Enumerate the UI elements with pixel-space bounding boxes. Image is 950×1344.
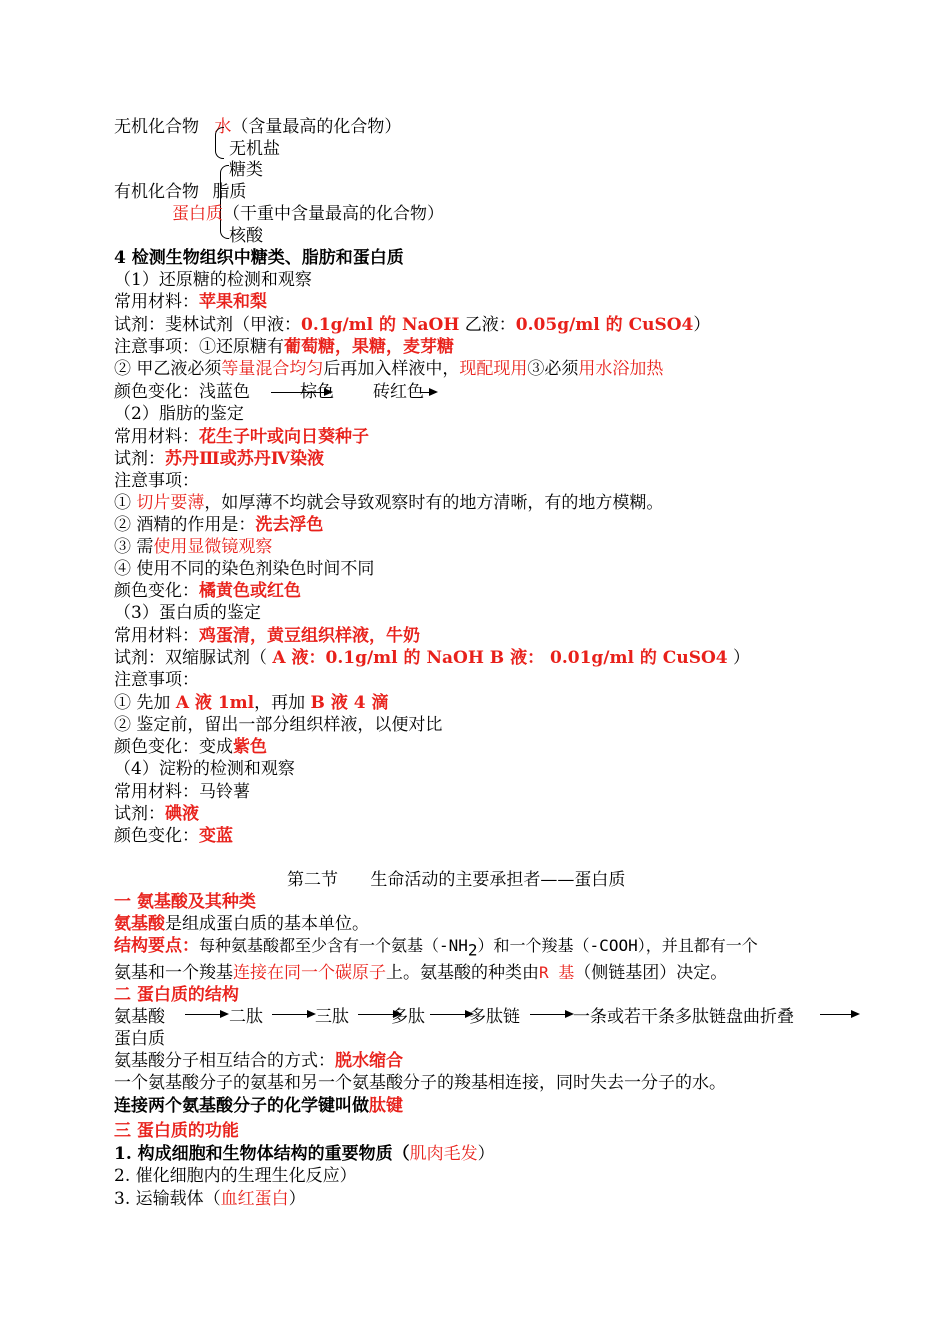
t: ② 酒精的作用是： [114,515,256,535]
chain-tripeptide: 三肽 [315,1007,349,1027]
structure-point-cont [114,962,727,984]
sugar-term: 糖类 [229,160,263,180]
t: 1. 构成细胞和生物体结构的重要物质（ [114,1144,410,1164]
protein-notes-label: 注意事项： [114,670,199,690]
value: A 液：0.1g/ml 的 NaOH B 液： 0.01g/ml 的 CuSO4 [272,648,728,668]
r2: R 基 [539,963,575,982]
fat-notes-label: 注意事项： [114,471,199,491]
value: 鸡蛋清，黄豆组织样液，牛奶 [199,626,420,646]
value: 紫色 [233,737,267,757]
arrow-icon [185,1014,227,1015]
arrow-icon [530,1014,572,1015]
fat-note2 [114,514,323,536]
label: 试剂：双缩脲试剂（ [114,648,273,668]
t1: ② 甲乙液必须 [114,359,222,379]
jia-value: 0.1g/ml 的 NaOH [301,315,460,335]
r: 结构要点： [114,936,199,956]
paren: ） [727,648,751,668]
fat-heading: （2）脂肪的鉴定 [114,404,244,424]
arrow-icon [430,1014,472,1015]
sugar-color [114,381,250,403]
binding-mode [114,1050,403,1072]
value: 苹果和梨 [199,292,267,312]
fat-material [114,426,369,448]
paren: ） [693,315,711,335]
starch-reagent [114,803,199,825]
value: 碘液 [165,804,199,824]
protein-reagent [114,647,750,669]
fat-reagent [114,448,324,470]
protein-note2: ② 鉴定前，留出一部分组织样液，以便对比 [114,715,443,735]
t: 氨基酸分子相互结合的方式： [114,1051,335,1071]
inorganic-label: 无机化合物 [114,117,199,137]
protein-note: （干重中含量最高的化合物） [223,204,444,224]
label: 常用材料： [114,427,199,447]
r: 洗去浮色 [255,515,324,535]
protein-row [172,203,444,225]
water-note: （含量最高的化合物） [231,117,402,137]
sugar-material [114,291,267,313]
label: 颜色变化：变成 [114,737,233,757]
r: 切片要薄 [136,493,205,513]
color-mid: 棕色 [300,382,334,402]
label: 颜色变化：浅蓝色 [114,382,250,402]
inorganic-row [114,116,401,138]
fat-note4: ④ 使用不同的染色剂染色时间不同 [114,559,375,579]
value: 变蓝 [199,826,233,846]
t2: 上。氨基酸的种类由 [386,963,539,983]
chain-polypeptide-chain: 多肽链 [469,1007,520,1027]
protein-heading: （3）蛋白质的鉴定 [114,603,261,623]
r: 连接在同一个碳原子 [233,963,386,983]
label: 试剂：斐林试剂（甲液： [114,315,301,335]
nucleic-term: 核酸 [229,226,263,246]
r2: B 液 4 滴 [310,693,389,713]
structure-point [114,935,758,961]
section4-title: 4 检测生物组织中糖类、脂肪和蛋白质 [114,248,404,268]
label: 试剂： [114,449,165,469]
inorganic-brace [215,127,224,159]
t: 连接两个氨基酸分子的化学键叫做 [114,1096,369,1116]
r: 氨基酸 [114,914,165,934]
chain-folding: 一条或若干条多肽链盘曲折叠 [573,1007,794,1027]
label: 颜色变化： [114,826,199,846]
salt-term: 无机盐 [229,139,280,159]
r: 肽键 [369,1096,403,1116]
t3: ③必须 [527,359,579,379]
starch-color [114,825,233,847]
heading-amino: 一 氨基酸及其种类 [114,892,256,912]
chain-dipeptide: 二肽 [229,1007,263,1027]
label: 常用材料： [114,292,199,312]
t: ① 先加 [114,693,176,713]
r2: 现配现用 [459,359,528,379]
t: ③ 需 [114,537,154,557]
yi-label: 乙液： [459,315,516,335]
t2: ）和一个羧基（-COOH），并且都有一个 [477,936,758,955]
fat-color [114,580,301,602]
peptide-bond [114,1095,403,1117]
function-2: 2. 催化细胞内的生理生化反应） [114,1166,357,1186]
sugar-heading: （1）还原糖的检测和观察 [114,270,312,290]
water-term: 水 [214,117,232,137]
t: 是组成蛋白质的基本单位。 [165,914,369,934]
chain-amino: 氨基酸 [114,1007,165,1027]
t: 每种氨基酸都至少含有一个氨基（-NH [199,936,468,955]
label: 常用材料： [114,626,199,646]
chain-protein: 蛋白质 [114,1029,165,1049]
sugar-note1 [114,336,454,358]
organic-row [114,181,246,203]
starch-heading: （4）淀粉的检测和观察 [114,759,295,779]
value: 橘黄色或红色 [199,581,301,601]
t2: 后再加入样液中， [323,359,460,379]
arrow-icon [420,392,436,393]
value: 苏丹Ⅲ或苏丹Ⅳ染液 [165,449,324,469]
fat-note1 [114,492,663,514]
amino-def [114,913,369,935]
value: 花生子叶或向日葵种子 [199,427,369,447]
protein-term: 蛋白质 [172,204,223,224]
r: 肌肉毛发 [409,1144,478,1164]
sugar-reagent [114,314,710,336]
yi-value: 0.05g/ml 的 CuSO4 [515,315,694,335]
section2-title: 第二节 生命活动的主要承担者——蛋白质 [287,870,626,890]
starch-material: 常用材料：马铃薯 [114,782,250,802]
value: 葡萄糖，果糖，麦芽糖 [284,337,454,357]
arrow-icon [820,1014,858,1015]
label: 颜色变化： [114,581,199,601]
sugar-note2 [114,358,663,380]
r1: A 液 1ml [175,693,255,713]
t: 3. 运输载体（ [114,1189,221,1209]
t: 氨基和一个羧基 [114,963,233,983]
function-3 [114,1188,306,1210]
label: 注意事项：①还原糖有 [114,337,284,357]
r: 使用显微镜观察 [153,537,273,557]
r3: 用水浴加热 [578,359,664,379]
r: 脱水缩合 [335,1051,403,1071]
heading-function: 三 蛋白质的功能 [114,1121,239,1141]
t2: ，如厚薄不均就会导致观察时有的地方清晰，有的地方模糊。 [204,493,664,513]
arrow-icon [272,1014,314,1015]
t2: ） [477,1144,495,1164]
organic-label: 有机化合物 [114,182,199,202]
sub: 2 [467,940,478,960]
heading-structure: 二 蛋白质的结构 [114,985,239,1005]
protein-material [114,625,420,647]
protein-color [114,736,267,758]
r: 血红蛋白 [220,1189,289,1209]
chain-polypeptide: 多肽 [391,1007,425,1027]
t2: ，再加 [254,693,311,713]
label: 试剂： [114,804,165,824]
t: ① [114,493,137,513]
function-1 [114,1143,495,1165]
protein-note1 [114,692,388,714]
lipid-term: 脂质 [212,182,247,202]
color-end: 砖红色 [373,382,424,402]
t2: ） [288,1189,306,1209]
condensation-desc: 一个氨基酸分子的氨基和另一个氨基酸分子的羧基相连接，同时失去一分子的水。 [114,1073,726,1093]
r1: 等量混合均匀 [221,359,324,379]
fat-note3 [114,536,272,558]
t3: （侧链基团）决定。 [574,963,728,983]
